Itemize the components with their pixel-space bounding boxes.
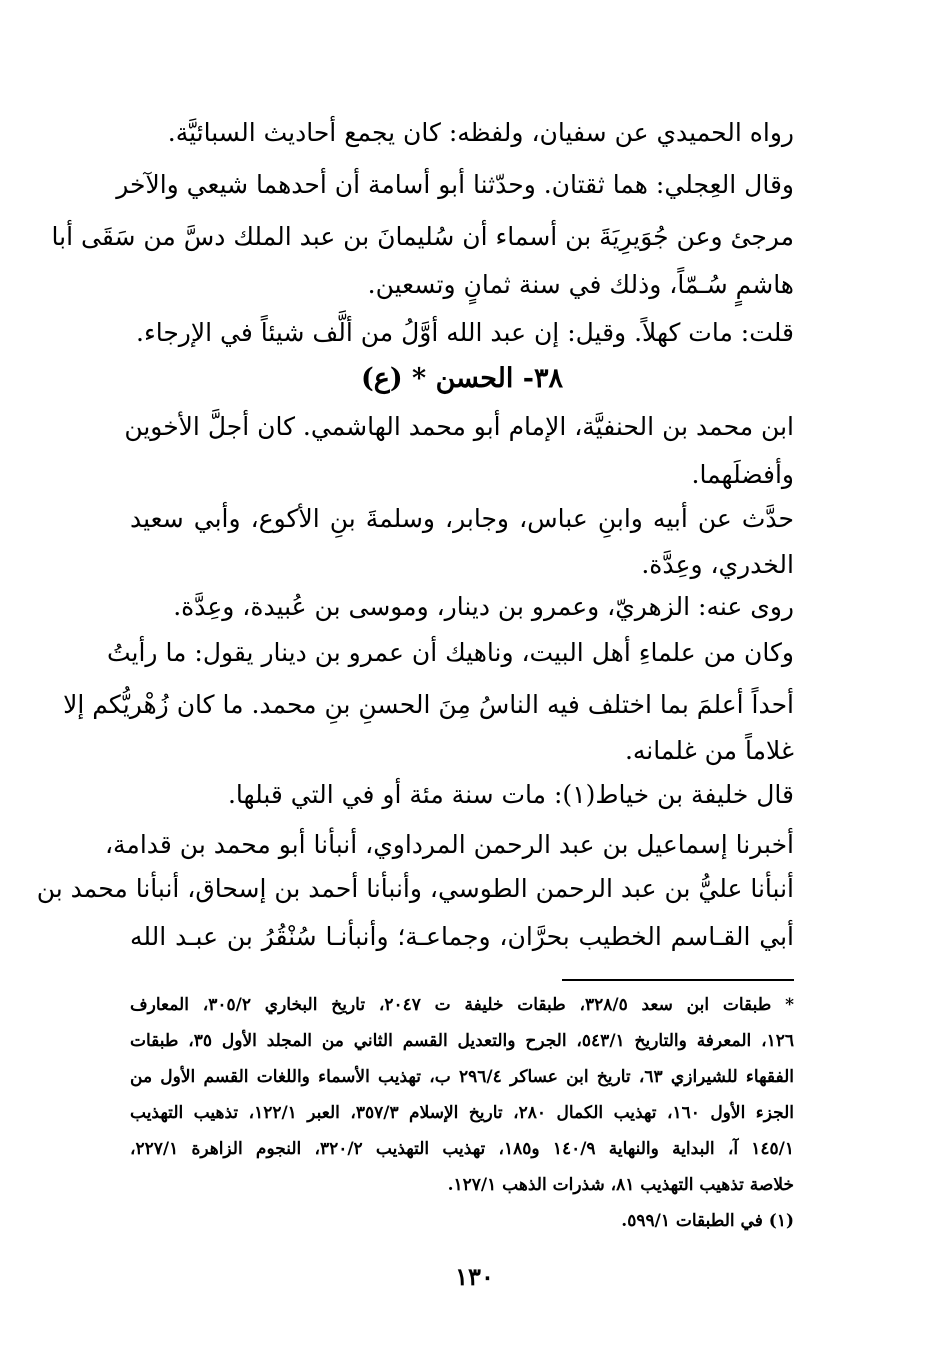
text-line: روى عنه: الزهريّ، وعمرو بن دينار، وموسى بن عُبيدة، وعِدَّة. — [173, 592, 794, 621]
text-line: أحداً أعلمَ بما اختلف فيه الناسُ مِنَ الحسنِ بنِ محمد. ما كان زُهْريُّكم إلا — [63, 690, 794, 719]
text-line: وقال العِجلي: هما ثقتان. وحدّثنا أبو أسامة أن أحدهما شيعي والآخر — [116, 170, 794, 199]
text-line: وكان من علماءِ أهل البيت، وناهيك أن عمرو بن دينار يقول: ما رأيتُ — [106, 638, 794, 667]
text-line: قال خليفة بن خياط(١): مات سنة مئة أو في التي قبلها. — [227, 780, 794, 809]
text-line: غلاماً من غلمانه. — [624, 736, 794, 765]
text-line: حدَّث عن أبيه وابنِ عباس، وجابر، وسلمةَ بنِ الأكوع، وأبي سعيد — [130, 504, 794, 533]
footnote-line: الفقهاء للشيرازي ٦٣، تاريخ ابن عساكر ٢٩٦/٤ ب، تهذيب الأسماء واللغات القسم الأول من — [130, 1067, 795, 1087]
text-line: هاشمٍ سُـمّاً، وذلك في سنة ثمانٍ وتسعين. — [367, 270, 794, 299]
text-line: رواه الحميدي عن سفيان، ولفظه: كان يجمع أحاديث السبائيَّة. — [167, 118, 794, 147]
page-number: ١٣٠ — [455, 1262, 494, 1291]
text-line: مرجئ وعن جُوَيرِيَةَ بن أسماء أن سُليمانَ بن عبد الملك دسَّ من سَقَى أبا — [51, 222, 794, 251]
footnotes — [36, 0, 795, 1250]
footnote-line: ١٢٦، المعرفة والتاريخ ٥٤٣/١، الجرح والتعديل القسم الثاني من المجلد الأول ٣٥، طبقات — [130, 1031, 794, 1051]
footnote-line: الجزء الأول ١٦٠، تهذيب الكمال ٢٨٠، تاريخ الإسلام ٣٥٧/٣، العبر ١٢٢/١، تذهيب التهذيب — [130, 1103, 795, 1123]
text-line: أنبأنا عليُّ بن عبد الرحمن الطوسي، وأنبأنا أحمد بن إسحاق، أنبأنا محمد بن — [36, 874, 794, 903]
text-line: قلت: مات كهلاً. وقيل: إن عبد الله أوَّلُ من ألَّف شيئاً في الإرجاء. — [136, 318, 794, 347]
footnote-line: خلاصة تذهيب التهذيب ٨١، شذرات الذهب ١٢٧/١. — [447, 1175, 794, 1195]
entry-heading: ٣٨- الحسن * (ع) — [361, 363, 563, 394]
text-line: أبي القـاسم الخطيب بحرَّان، وجماعـة؛ وأنبأنـا سُنْقُرُ بن عبـد الله — [130, 922, 794, 951]
text-line: ابن محمد بن الحنفيَّة، الإمام أبو محمد الهاشمي. كان أجلَّ الأخوين — [124, 412, 794, 441]
text-line: أخبرنا إسماعيل بن عبد الرحمن المرداوي، أنبأنا أبو محمد بن قدامة، — [104, 830, 794, 859]
text-line: الخدري، وعِدَّة. — [641, 550, 794, 579]
footnote-line: (١) في الطبقات ٥٩٩/١. — [621, 1211, 794, 1231]
text-line: وأفضلَهما. — [691, 460, 794, 489]
footnote-line: ١٤٥/١ آ، البداية والنهاية ١٤٠/٩ و١٨٥، تهذيب التهذيب ٣٢٠/٢، النجوم الزاهرة ٢٢٧/١، — [130, 1139, 794, 1159]
footnote-line: * طبقات ابن سعد ٣٢٨/٥، طبقات خليفة ت ٢٠٤٧، تاريخ البخاري ٣٠٥/٢، المعارف — [130, 995, 794, 1015]
